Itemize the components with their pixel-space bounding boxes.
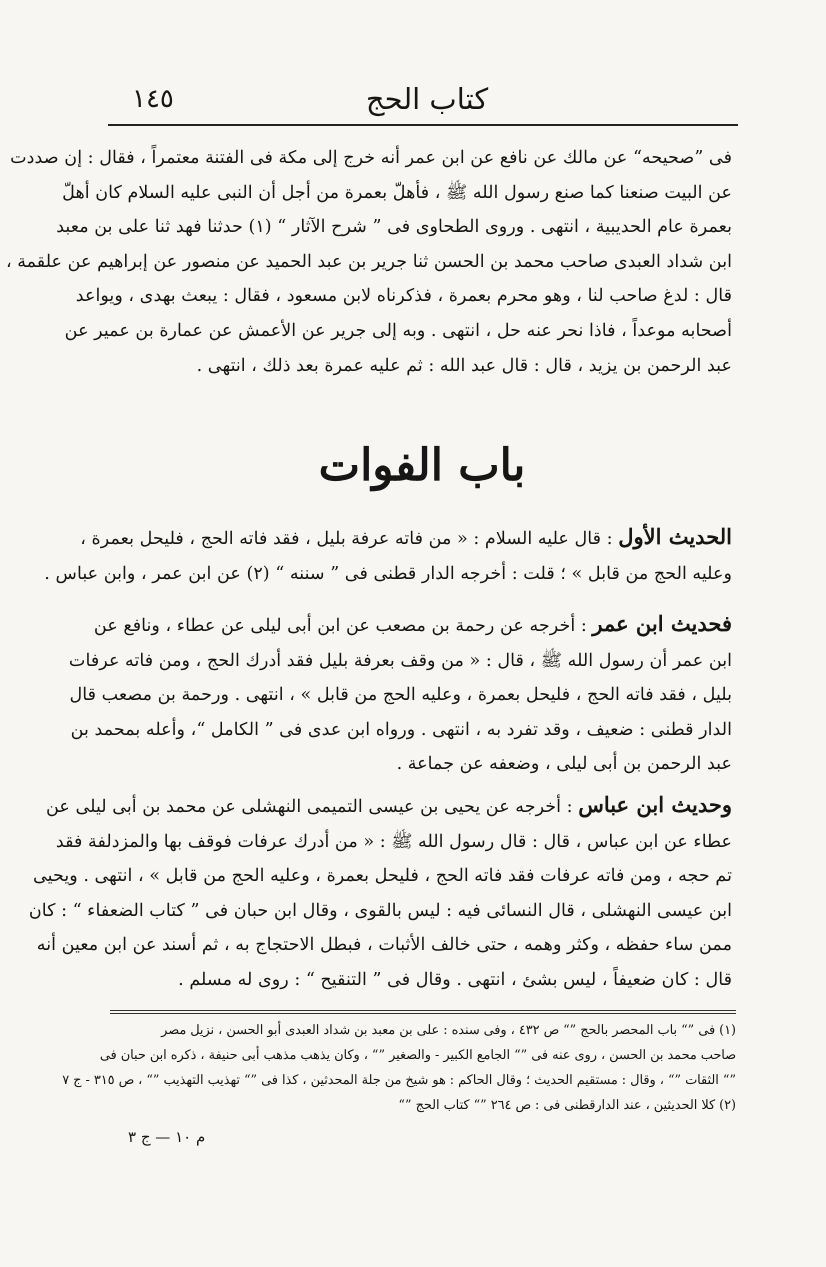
- text-line: ابن شداد العبدى صاحب محمد بن الحسن ثنا جرير بن عبد الحميد عن منصور عن إبراهيم عن علقمة ،: [5, 251, 732, 272]
- text-line: قال : لدغ صاحب لنا ، وهو محرم بعمرة ، فذكرناه لابن مسعود ، فقال : يبعث بهدى ، ويواعد: [75, 286, 732, 307]
- paragraph-lead: وحديث ابن عباس: [578, 792, 732, 817]
- text-line: وعليه الحج من قابل » ؛ قلت : أخرجه الدار قطنى فى ” سننه “ (٢) عن ابن عمر ، وابن عباس .: [44, 563, 732, 584]
- paragraph-lead: الحديث الأول: [618, 524, 732, 549]
- paragraph-lead: فحديث ابن عمر: [592, 611, 732, 636]
- footnotes: [62, 1018, 736, 1118]
- text-line: الدار قطنى : ضعيف ، وقد تفرد به ، انتهى . ورواه ابن عدى فى ” الكامل “، وأعله بمحمد بن: [70, 719, 732, 740]
- footnote-line: صاحب محمد بن الحسن ، روى عنه فى ”“ الجامع الكبير - والصغير ”“ ، وكان يذهب مذهب أبى حنيفة ، ذكره ابن حبان فى: [99, 1048, 736, 1063]
- text-line: ممن ساء حفظه ، وكثر وهمه ، حتى خالف الأثبات ، فبطل الاحتجاج به ، ثم أسند عن ابن معين أنه: [36, 935, 732, 956]
- text-line: عن البيت صنعنا كما صنع رسول الله ﷺ ، فأهلّ بعمرة من أجل أن النبى عليه السلام كان أهلّ: [62, 182, 732, 203]
- text-line: ابن عيسى النهشلى ، قال النسائى فيه : ليس بالقوى ، وقال ابن حبان فى ” كتاب الضعفاء “ : كان: [28, 900, 732, 921]
- text-line: [93, 607, 732, 644]
- text-line: بعمرة عام الحديبية ، انتهى . وروى الطحاوى فى ” شرح الآثار “ (١) حدثنا فهد ثنا على بن معبد: [56, 217, 732, 238]
- text-run: : أخرجه عن يحيى بن عيسى التميمى النهشلى عن محمد بن أبى ليلى عن: [46, 797, 573, 817]
- intro-paragraph: [5, 141, 732, 383]
- printer-signature: م ١٠ — ج ٣: [128, 1128, 206, 1146]
- text-line: تم حجه ، ومن فاته عرفات فقد فاته الحج ، فليحل بعمرة ، وعليه الحج من قابل » ، انتهى . ويحيى: [33, 866, 732, 887]
- text-line: قال : كان ضعيفاً ، ليس بشئ ، انتهى . وقال فى ” التنقيح “ : روى له مسلم .: [178, 969, 732, 990]
- text-run: : قال عليه السلام : « من فاته عرفة بليل ، فقد فاته الحج ، فليحل بعمرة ،: [80, 529, 613, 549]
- footnote-line: (١) فى ”“ باب المحصر بالحج ”“ ص ٤٣٢ ، وفى سنده : على بن معبد بن شداد العبدى أبو الحسن ، نزيل مصر: [161, 1023, 736, 1038]
- running-head: [118, 78, 736, 122]
- ibn-umar-paragraph: [68, 607, 732, 782]
- page-number: ١٤٥: [132, 84, 174, 114]
- text-line: أصحابه موعداً ، فاذا نحر عنه حل ، انتهى . وبه إلى جرير عن الأعمش عن عمارة بن عمير عن: [64, 320, 732, 341]
- header-rule: [108, 124, 738, 126]
- footnote-line: ”“ الثقات ”“ ، وقال : مستقيم الحديث ؛ وقال الحاكم : هو شيخ من جلة المحدثين ، كذا فى ”“ تهذيب التهذيب ”“ ، ص ٣١٥ - ج ٧: [62, 1073, 736, 1088]
- footnote-rule: [110, 1010, 736, 1014]
- running-title: كتاب الحج: [365, 82, 489, 116]
- text-run: : أخرجه عن رحمة بن مصعب عن ابن أبى ليلى عن عطاء ، ونافع عن: [93, 616, 587, 636]
- hadith-paragraph: [44, 520, 732, 591]
- chapter-title: باب الفوات: [318, 440, 526, 491]
- text-line: عبد الرحمن بن يزيد ، قال : قال عبد الله : ثم عليه عمرة بعد ذلك ، انتهى .: [196, 355, 732, 376]
- text-line: بليل ، فقد فاته الحج ، فليحل بعمرة ، وعليه الحج من قابل » ، انتهى . ورحمة بن مصعب قال: [69, 685, 732, 706]
- text-line: فى ”صحيحه“ عن مالك عن نافع عن ابن عمر أنه خرج إلى مكة فى الفتنة معتمراً ، فقال : إن صددت: [10, 148, 732, 168]
- text-line: عطاء عن ابن عباس ، قال : قال رسول الله ﷺ : « من أدرك عرفات فوقف بها والمزدلفة فقد: [55, 831, 732, 852]
- text-line: عبد الرحمن بن أبى ليلى ، وضعفه عن جماعة .: [396, 754, 732, 775]
- text-line: ابن عمر أن رسول الله ﷺ ، قال : « من وقف بعرفة بليل فقد أدرك الحج ، ومن فاته عرفات: [68, 650, 732, 671]
- ibn-abbas-paragraph: [28, 788, 732, 998]
- footnote-line: (٢) كلا الحديثين ، عند الدارقطنى فى : ص ٢٦٤ ”“ كتاب الحج ”“: [398, 1098, 736, 1113]
- text-line: [46, 788, 732, 825]
- text-line: [80, 520, 732, 557]
